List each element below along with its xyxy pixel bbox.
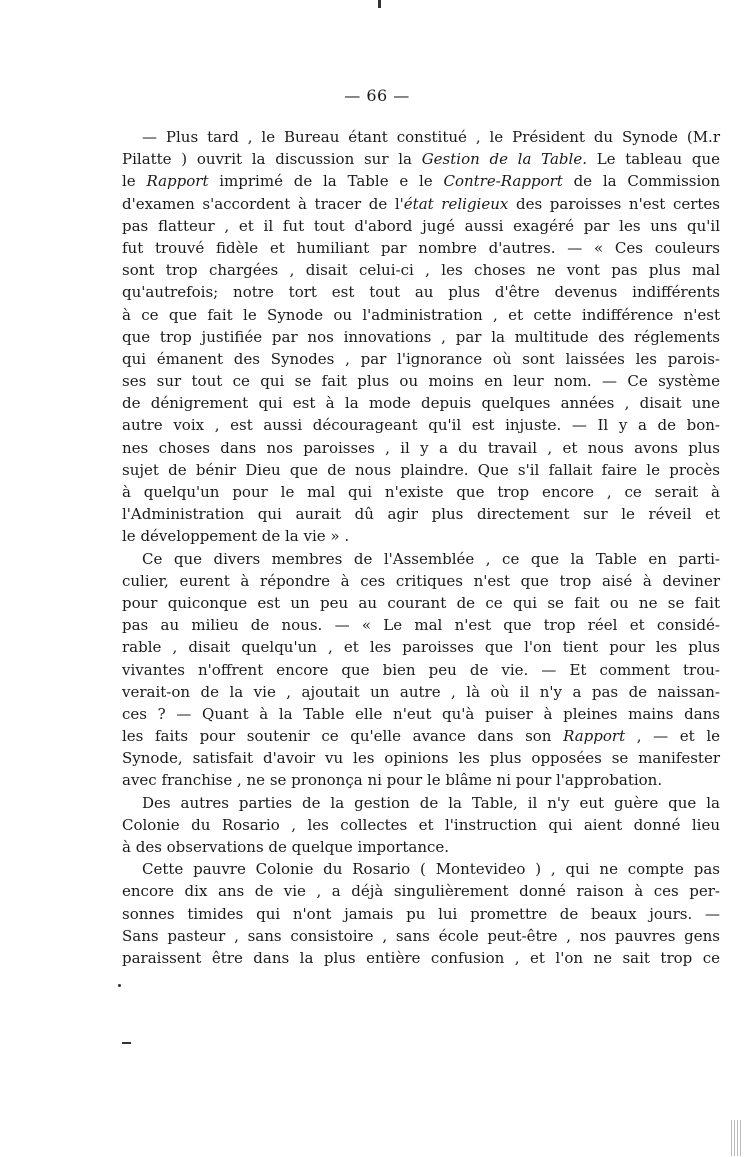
text-line	[122, 126, 720, 148]
text-line	[122, 681, 720, 703]
text-segment: le développement de la vie » .	[122, 527, 350, 546]
text-segment: imprimé de la Table e le	[208, 172, 444, 191]
text-line	[122, 193, 720, 215]
text-segment: rable , disait quelqu'un , et les paroisses que l'on tient pour les plus	[122, 638, 720, 657]
scan-edge-artifact	[731, 1120, 743, 1156]
text-segment: les faits pour soutenir ce qu'elle avance dans son	[122, 727, 564, 746]
text-line	[122, 903, 720, 925]
text-line	[122, 792, 720, 814]
text-segment: Sans pasteur , sans consistoire , sans école peut-être , nos pauvres gens	[122, 926, 720, 945]
text-segment: vivantes n'offrent encore que bien peu de vie. — Et comment trou-	[122, 660, 720, 679]
text-segment: de dénigrement qui est à la mode depuis quelques années , disait une	[122, 394, 720, 413]
text-line	[122, 814, 720, 836]
text-segment: sujet de bénir Dieu que de nous plaindre. Que s'il fallait faire le procès	[122, 460, 720, 479]
text-segment: autre voix , est aussi décourageant qu'il est injuste. — Il y a de bon-	[122, 416, 720, 435]
text-segment: Le tableau que	[586, 150, 720, 169]
text-line	[122, 636, 720, 658]
text-line	[122, 437, 720, 459]
text-line	[122, 592, 720, 614]
text-line	[122, 769, 720, 791]
text-line	[122, 747, 720, 769]
text-line	[122, 326, 720, 348]
text-line	[122, 392, 720, 414]
text-segment: — Plus tard , le Bureau étant constitué , le Président du Synode (M.r	[142, 128, 720, 146]
text-segment: à ce que fait le Synode ou l'administration , et cette indifférence n'est	[122, 305, 720, 324]
text-segment: l'Administration qui aurait dû agir plus directement sur le réveil et	[122, 505, 720, 524]
text-segment: qu'autrefois; notre tort est tout au plus d'être devenus indifférents	[122, 283, 720, 302]
italic-text: Rapport	[563, 727, 626, 746]
text-segment: Cette pauvre Colonie du Rosario ( Montevideo ) , qui ne compte pas	[142, 860, 720, 879]
text-line	[122, 525, 720, 547]
text-line	[122, 414, 720, 436]
italic-text: Rapport	[146, 172, 209, 191]
text-segment: sont trop chargées , disait celui-ci , les choses ne vont pas plus mal	[122, 261, 720, 280]
text-line	[122, 215, 720, 237]
text-line	[122, 725, 720, 747]
text-segment: fut trouvé fidèle et humiliant par nombre d'autres. — « Ces couleurs	[122, 238, 720, 257]
italic-text: état religieux	[403, 194, 509, 213]
scan-dash	[122, 1042, 131, 1044]
text-line	[122, 659, 720, 681]
text-segment: des paroisses n'est certes	[508, 194, 720, 213]
text-segment: pas flatteur , et il fut tout d'abord jugé aussi exagéré par les uns qu'il	[122, 216, 720, 235]
text-segment: sonnes timides qui n'ont jamais pu lui promettre de beaux jours. —	[122, 904, 720, 923]
italic-text: Contre-Rapport	[443, 172, 563, 191]
text-segment: que trop justifiée par nos innovations , par la multitude des réglements	[122, 327, 720, 346]
text-segment: , — et le	[625, 727, 720, 746]
text-segment: ces ? — Quant à la Table elle n'eut qu'à puiser à pleines mains dans	[122, 704, 720, 723]
text-segment: à quelqu'un pour le mal qui n'existe que trop encore , ce serait à	[122, 483, 720, 501]
text-line	[122, 281, 720, 303]
text-segment: paraissent être dans la plus entière confusion , et l'on ne sait trop ce	[122, 948, 720, 967]
text-segment: ses sur tout ce qui se fait plus ou moins en leur nom. — Ce système	[122, 372, 720, 391]
text-line	[122, 836, 720, 858]
text-segment: Ce que divers membres de l'Assemblée , ce que la Table en parti-	[142, 549, 720, 568]
text-line	[122, 170, 720, 192]
text-line	[122, 259, 720, 281]
text-line	[122, 548, 720, 570]
text-segment: avec franchise , ne se prononça ni pour le blâme ni pour l'approbation.	[122, 771, 663, 790]
text-segment: pas au milieu de nous. — « Le mal n'est que trop réel et considé-	[122, 616, 720, 635]
text-line	[122, 237, 720, 259]
text-line	[122, 348, 720, 370]
text-segment: verait-on de la vie , ajoutait un autre , là où il n'y a pas de naissan-	[122, 682, 720, 701]
scan-dot	[118, 984, 121, 987]
text-segment: Des autres parties de la gestion de la Table, il n'y eut guère que la	[142, 793, 720, 812]
italic-text: Gestion de la Table.	[421, 150, 587, 169]
text-line	[122, 703, 720, 725]
body-text	[122, 126, 720, 969]
text-line	[122, 858, 720, 880]
text-line	[122, 459, 720, 481]
text-segment: d'examen s'accordent à tracer de l'	[122, 194, 404, 213]
text-line	[122, 947, 720, 969]
text-segment: Colonie du Rosario , les collectes et l'instruction qui aient donné lieu	[122, 815, 720, 834]
text-segment: nes choses dans nos paroisses , il y a du travail , et nous avons plus	[122, 438, 720, 457]
text-line	[122, 880, 720, 902]
text-segment: culier, eurent à répondre à ces critiques n'est que trop aisé à deviner	[122, 571, 720, 590]
text-line	[122, 503, 720, 525]
text-line	[122, 304, 720, 326]
text-line	[122, 370, 720, 392]
scan-speck	[378, 0, 381, 8]
text-segment: Pilatte ) ouvrit la discussion sur la	[122, 150, 422, 169]
text-segment: Synode, satisfait d'avoir vu les opinions les plus opposées se manifester	[122, 749, 720, 768]
text-segment: encore dix ans de vie , a déjà singulièrement donné raison à ces per-	[122, 882, 720, 901]
text-segment: qui émanent des Synodes , par l'ignorance où sont laissées les parois-	[122, 349, 720, 368]
text-line	[122, 925, 720, 947]
text-segment: de la Commission	[562, 172, 720, 191]
text-segment: pour quiconque est un peu au courant de ce qui se fait ou ne se fait	[122, 593, 720, 612]
page-number: — 66 —	[344, 86, 410, 105]
text-segment: le	[122, 172, 147, 191]
text-line	[122, 148, 720, 170]
text-segment: à des observations de quelque importance.	[122, 838, 450, 856]
text-line	[122, 481, 720, 503]
text-line	[122, 614, 720, 636]
text-line	[122, 570, 720, 592]
